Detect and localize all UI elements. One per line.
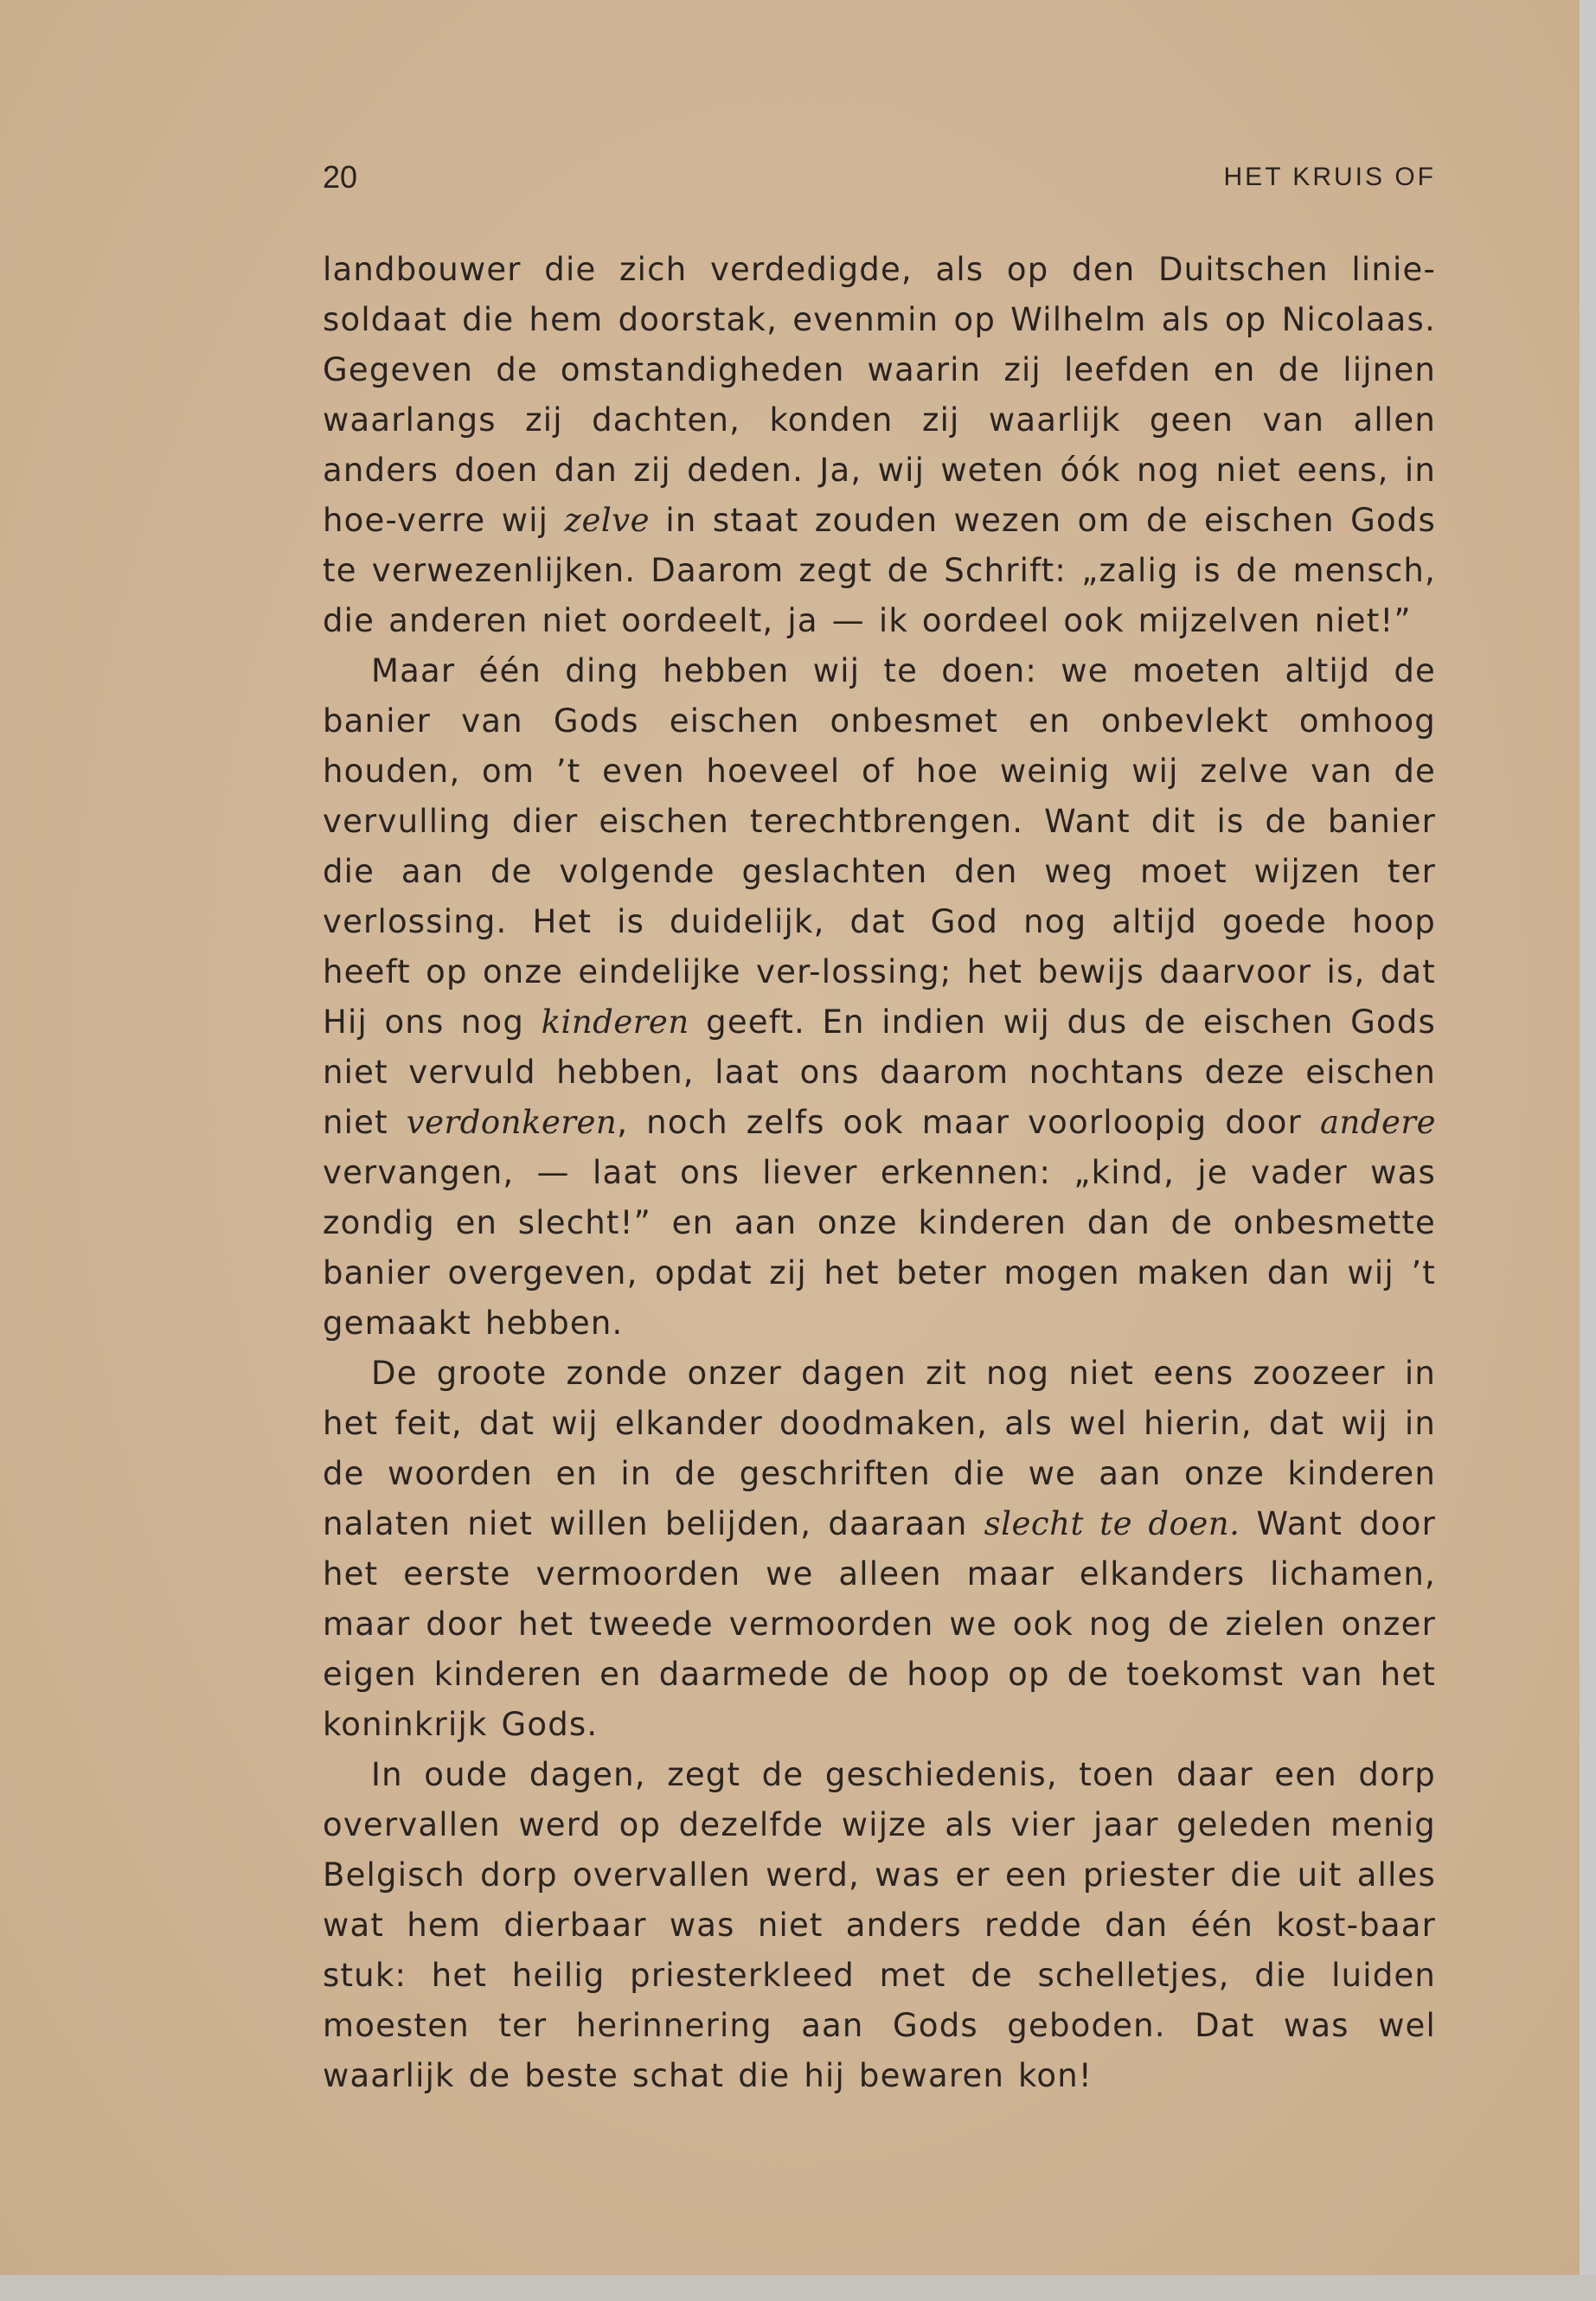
scan-edge-bottom: [0, 2275, 1596, 2301]
emphasis: zelve: [564, 502, 651, 539]
emphasis: slecht te doen.: [984, 1505, 1240, 1542]
scan-edge-right: [1580, 0, 1596, 2301]
emphasis: kinderen: [541, 1003, 689, 1041]
page-number: 20: [323, 159, 358, 195]
paragraph-oude-dagen: In oude dagen, zegt de geschiedenis, toen daar een dorp overvallen werd op dezelfde wijze als vier jaar geleden menig Belgisch dorp overvallen werd, was er een priester die uit alles wat hem dierbaar was niet anders redde dan één kost-baar stuk: het heilig priesterkleed met de schelletjes, die luiden moesten ter herinnering aan Gods geboden. Dat was wel waarlijk de beste schat die hij bewaren kon!: [323, 1756, 1436, 2094]
body-text: [323, 245, 1436, 2101]
emphasis: verdonkeren: [406, 1104, 618, 1141]
running-head: HET KRUIS OF: [1223, 163, 1436, 191]
paragraph-continued: landbouwer die zich verdedigde, als op den Duitschen linie-soldaat die hem doorstak, evenmin op Wilhelm als op Nicolaas. Gegeven de omstandigheden waarin zij leefden en de lijnen waarlangs zij dachten, konden zij waarlijk geen van allen anders doen dan zij deden. Ja, wij weten óók nog niet eens, in hoe-verre wij zelve in staat zouden wezen om de eischen Gods te verwezenlijken. Daarom zegt de Schrift: „zalig is de mensch, die anderen niet oordeelt, ja — ik oordeel ook mijzelven niet!”: [323, 251, 1436, 639]
paragraph-banier: Maar één ding hebben wij te doen: we moeten altijd de banier van Gods eischen onbesmet en onbevlekt omhoog houden, om ’t even hoeveel of hoe weinig wij zelve van de vervulling dier eischen terechtbrengen. Want dit is de banier die aan de volgende geslachten den weg moet wijzen ter verlossing. Het is duidelijk, dat God nog altijd goede hoop heeft op onze eindelijke ver-lossing; het bewijs daarvoor is, dat Hij ons nog kinderen geeft. En indien wij dus de eischen Gods niet vervuld hebben, laat ons daarom nochtans deze eischen niet verdonkeren, noch zelfs ook maar voorloopig door andere vervangen, — laat ons liever erkennen: „kind, je vader was zondig en slecht!” en aan onze kinderen dan de onbesmette banier overgeven, opdat zij het beter mogen maken dan wij ’t gemaakt hebben.: [323, 652, 1436, 1342]
page-header: [323, 159, 1436, 202]
emphasis: andere: [1319, 1104, 1436, 1141]
paragraph-groote-zonde: De groote zonde onzer dagen zit nog niet eens zoozeer in het feit, dat wij elkander doodmaken, als wel hierin, dat wij in de woorden en in de geschriften die we aan onze kinderen nalaten niet willen belijden, daaraan slecht te doen. Want door het eerste vermoorden we alleen maar elkanders lichamen, maar door het tweede vermoorden we ook nog de zielen onzer eigen kinderen en daarmede de hoop op de toekomst van het koninkrijk Gods.: [323, 1355, 1437, 1743]
